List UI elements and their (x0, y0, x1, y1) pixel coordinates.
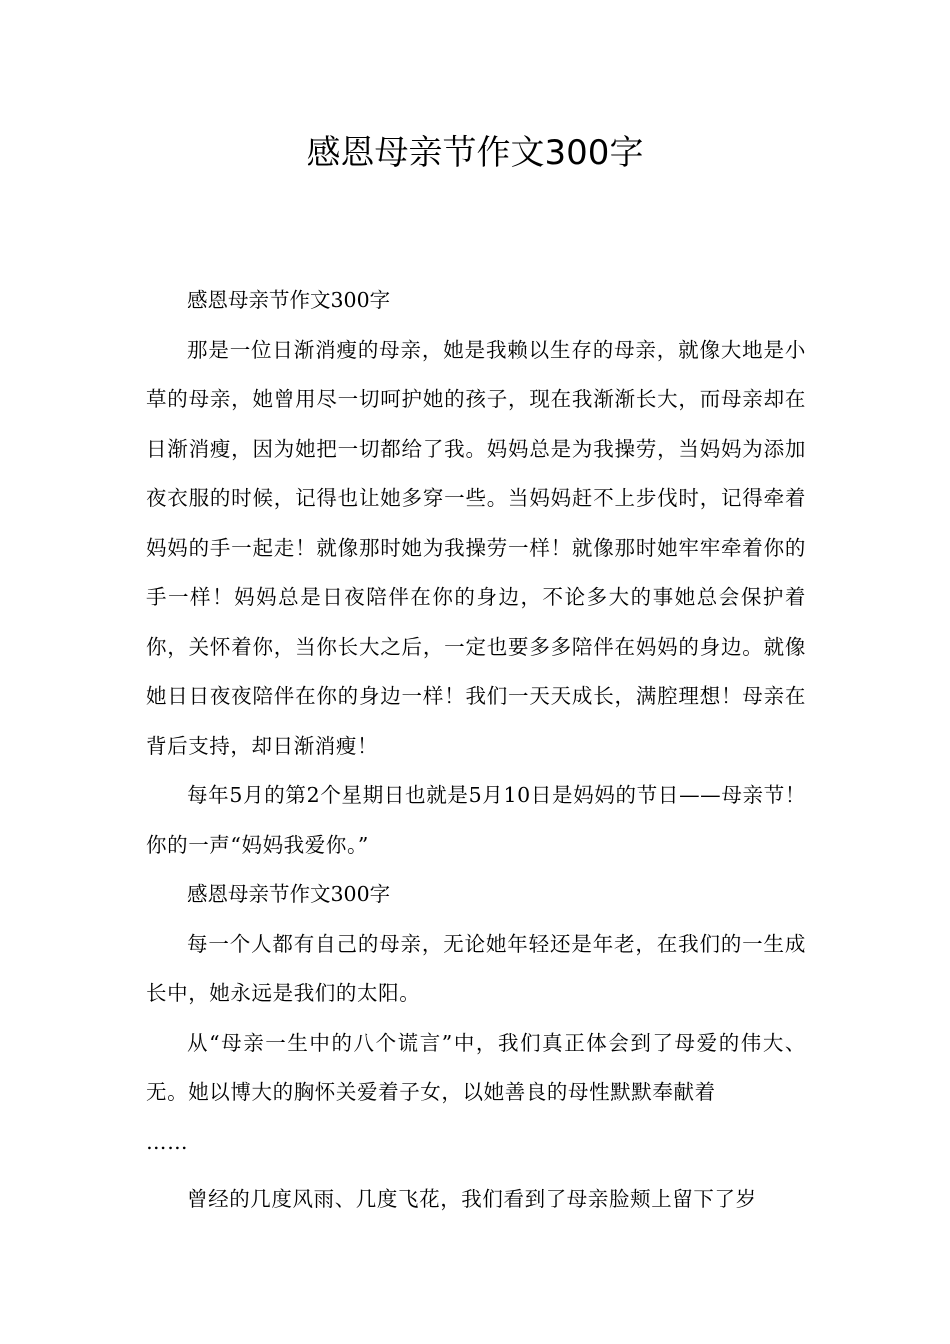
section-heading: 感恩母亲节作文300字 (187, 288, 391, 312)
paragraph: 每年5月的第2个星期日也就是5月10日是妈妈的节日——母亲节！你的一声“妈妈我爱你。” (146, 783, 806, 857)
section-heading: 感恩母亲节作文300字 (187, 882, 391, 906)
paragraph: 曾经的几度风雨、几度飞花，我们看到了母亲脸颊上留下了岁 (187, 1187, 757, 1211)
paragraph: 从“母亲一生中的八个谎言”中，我们真正体会到了母爱的伟大、无。她以博大的胸怀关爱着子女，以她善良的母性默默奉献着 (146, 1030, 806, 1104)
document-body (146, 276, 806, 1225)
paragraph-ellipsis: …… (146, 1129, 189, 1154)
document-title: 感恩母亲节作文300字 (306, 133, 644, 173)
paragraph: 每一个人都有自己的母亲，无论她年轻还是年老，在我们的一生成长中，她永远是我们的太阳。 (146, 931, 806, 1005)
paragraph: 那是一位日渐消瘦的母亲，她是我赖以生存的母亲，就像大地是小草的母亲，她曾用尽一切呵护她的孩子，现在我渐渐长大，而母亲却在日渐消瘦，因为她把一切都给了我。妈妈总是为我操劳，当妈妈为添加夜衣服的时候，记得也让她多穿一些。当妈妈赶不上步伐时，记得牵着妈妈的手一起走！就像那时她为我操劳一样！就像那时她牢牢牵着你的手一样！妈妈总是日夜陪伴在你的身边，不论多大的事她总会保护着你，关怀着你，当你长大之后，一定也要多多陪伴在妈妈的身边。就像她日日夜夜陪伴在你的身边一样！我们一天天成长，满腔理想！母亲在背后支持，却日渐消瘦！ (146, 337, 806, 758)
